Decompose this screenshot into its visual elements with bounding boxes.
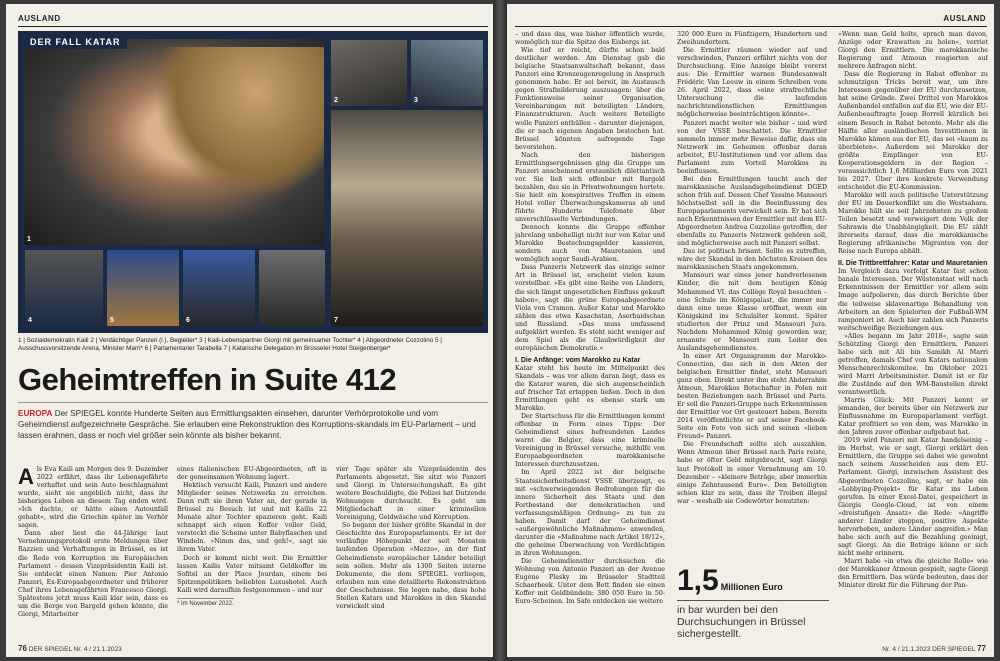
paragraph: Marri habe »in etwa die gleiche Rolle« wie der Marokkaner Atmoun gespielt, sagte Giorgi den Ermittlern. Das würde bedeuten, dass der Minister direkt für die Führung der Pan- xyxy=(838,558,988,590)
paragraph: Hektisch versucht Kaili, Panzeri und andere Mitglieder seines Netzwerks zu erreichen. Dann ruft sie ihren Vater an, der gerade in Brüssel zu Besuch ist und mit Kailis 22 Monate alter Tochter spazieren geht. Kaili schnappt sich einen Koffer voller Geld, versteckt die Scheine unter Babyflaschen und Windeln. »Nimm das, und geh!«, sagt sie ihrem Vater. xyxy=(177,482,327,554)
paragraph: Doch er kommt nicht weit. Die Ermittler lassen Kailis Vater mitsamt Geldkoffer im Sofitel an der Place Jourdan, einem bei Spitzenpolitikern beliebten Luxushotel. Auch Kaili wird daraufhin festgenommen – und nur xyxy=(177,554,327,594)
paragraph: 320 000 Euro in Fünfzigern, Hundertern und Zweihundertern. xyxy=(677,31,827,47)
photo-number: 7 xyxy=(334,317,338,324)
left-page xyxy=(6,4,493,657)
paragraph: »Wenn man Geld holte, sprach man davon, Anzüge oder Krawatten zu holen«, verriet Giorgi den Ermittlern. Die marokkanische Regierung und Atmoun reagierten auf mehrere Anfragen nicht. xyxy=(838,31,988,71)
paragraph: In einer Art Organigramm der Marokko-Connection, das sich in den Akten der belgischen Ermittler findet, steht Mansouri ganz oben. Direkt unter ihm steht Abderrahim Atmoun, Marokkos Botschafter in Polen mit besten Beziehungen nach Brüssel und Paris. Er soll die Panzeri-Gruppe nach Erkenntnissen der Ermittler vor Ort gesteuert haben. Bereits 2014 veröffentlichte er auf seiner Facebook-Seite ein Foto von sich und seinen »lieben Freund« Panzeri. xyxy=(677,352,827,441)
paragraph: »Alles begann im Jahr 2018«, sagte sein Schützling Giorgi den Ermittlern. Panzeri habe sich mit Ali bin Samikh Al Marri getroffen, damals Chef von Katars nationalem Menschenrechtskomitee. Im Oktober 2021 wird Marri Arbeitsminister. Damit ist er für die Zustände auf den WM-Baustellen direkt verantwortlich. xyxy=(838,332,988,397)
paragraph: Marris Glück: Mit Panzeri kennt er jemanden, der bereits über ein Netzwerk zur Einflussnahme im Europaparlament verfügt. Katar profitiert so von dem, was Marokko in den Jahren zuvor offenbar aufgebaut hat. xyxy=(838,397,988,437)
subheading: I. Die Anfänge: vom Marokko zu Katar xyxy=(515,356,641,364)
lead-text: Der SPIEGEL konnte Hunderte Seiten aus Ermittlungsakten einsehen, darunter Verhörprotokolle und vom Geheimdienst aufgezeichnete Gespräche. Sie erlauben eine Rekonstruktion des Korruptions-skandals im EU-Parlament – und lassen erahnen, dass er noch viel größer sein könnte als bisher bekannt. xyxy=(18,409,476,440)
photo-collage xyxy=(18,31,488,333)
section-label: AUSLAND xyxy=(18,14,61,23)
photo-hotel-delegation xyxy=(330,109,484,327)
paragraph: Dennoch konnte die Gruppe offenbar jahrelang unbehelligt nicht nur von Katar und Marokko Bestechungsgelder kassieren, sondern auch von Mauretanien und womöglich sogar Saudi-Arabien. xyxy=(515,224,665,264)
paragraph: Der Startschuss für die Ermittlungen kommt offenbar in Form eines Tipps: Der Geheimdienst eines befreundeten Landes warnt die Belgier, dass eine kriminelle Vereinigung in Brüssel versuche, mithilfe von Europaabgeordneten marokkanische Interessen durchzusetzen. xyxy=(515,413,665,469)
photo-kaili xyxy=(24,39,324,245)
folio-text: DER SPIEGEL Nr. 4 / 21.1.2023 xyxy=(28,646,122,653)
photo-number: 3 xyxy=(414,97,418,104)
paragraph: Wie tief er reicht, dürfte schon bald deutlicher werden. Am Dienstag gab die belgische Staatsanwaltschaft bekannt, dass Panzeri eine Kronzeugenregelung in Anspruch genommen habe. Er sei bereit, im Austausch gegen Strafmilderung auszusagen: über die Funktionsweise seiner Organisation, Vereinbarungen mit beteiligten Ländern, Finanzstrukturen. Auch weitere Beteiligte wolle Panzeri enthüllen – darunter diejenigen, die er nach eigenen Angaben bestochen hat. Brüssel könnten aufregende Tage bevorstehen. xyxy=(515,47,665,151)
paragraph: Im April 2022 ist der belgische Staatssicherheitsdienst VSSE überzeugt, es mit »schwerwiegenden Bedrohungen für die innere Sicherheit des Staats und den Fortbestand der demokratischen und verfassungsmäßigen Ordnung« zu tun zu haben. Damit darf der Geheimdienst »außergewöhnliche Maßnahmen« anwenden, darunter die »Maßnahme nach Artikel 18/12«, die geheime Überwachung von Verdächtigen in ihren Wohnungen. xyxy=(515,469,665,557)
photo-number: 1 xyxy=(27,236,31,243)
page-footer-right xyxy=(882,644,986,653)
photo-number: 4 xyxy=(28,317,32,324)
section-label: AUSLAND xyxy=(943,14,986,23)
paragraph: Nach den bisherigen Ermittlungsergebnissen ging die Gruppe um Panzeri anscheinend erstaunlich dilettantisch vor. Sie ließ sich offenbar mit Bargeld bezahlen, das sie in Privatwohnungen hortete. Sie hielt ein konspiratives Treffen in einem Hotel voller Überwachungskameras ab und führte Hunderte Telefonate über unverschlüsselte Verbindungen. xyxy=(515,151,665,224)
paragraph: Die Geheimdienstler durchsuchen die Wohnung von Antonio Panzeri an der Avenue Eugène Plasky im Brüsseler Stadtteil Schaerbeek. Unter dem Bett finden sie einen Koffer mit Geldbündeln: 380 050 Euro in 50-Euro-Scheinen. Im Safe entdecken sie weitere xyxy=(515,558,665,606)
photo-caption: 1 | Sozialdemokratin Kaili 2 | Verdächtiger Panzeri (l.), Begleiter* 3 | Kaili-Lebenspartner Giorgi mit gemeinsamer Tochter* 4 | Abgeordneter Cozzolino 5 | Ausschussvorsitzende Arena, Minister Marri* 6 | Parlamentarier Tarabella 7 | Katarische Delegation im Brüsseler Hotel Steigenberger* xyxy=(18,337,442,352)
photo-number: 2 xyxy=(334,97,338,104)
paragraph: So begann der bisher größte Skandal in der Geschichte des Europaparlaments. Er ist der vorläufige Höhepunkt der seit Monaten laufenden Operation »Mezzo«, an der fünf Geheimdienste europäischer Länder beteiligt sein sollen. Mehr als 1300 Seiten interne Dokumente, die dem SPIEGEL vorliegen, erlauben nun eine detaillierte Rekonstruktion der Geschehnisse. Sie legen nahe, dass hohe Stellen Katars und Marokkos in den Skandal verwickelt sind xyxy=(336,522,486,610)
photo-panzeri xyxy=(330,39,408,107)
headline: Geheimtreffen in Suite 412 xyxy=(18,362,397,397)
pull-quote xyxy=(677,564,829,640)
paragraph: Dass die Regierung in Rabat offenbar zu schmutzigen Tricks bereit war, um ihre Interessen gegenüber der EU durchzusetzen, hat seine Gründe. Zwei Drittel von Marokkos Außenhandel entfallen auf die EU, wie der EU-Außenbeauftragte Josep Borrell kürzlich bei einem Besuch in Rabat betonte. Mehr als die Hälfte aller ausländischen Investitionen in Marokko kämen aus der EU, das sei »kaum zu überbieten«. Außerdem sei Marokko der größte Empfänger von EU-Kooperationsgeldern in der Region – voraussichtlich 1,6 Milliarden Euro von 2021 bis 2027. Über ihre konkrete Verwendung entscheidet die EU-Kommission. xyxy=(838,71,988,191)
callout-unit: Millionen Euro xyxy=(720,582,783,592)
paragraph: Marokko will auch politische Unterstützung der EU im Dauerkonflikt um die Westsahara. Marokko hält sie seit Jahrzehnten zu großen Teilen besetzt und verweigert dem Volk der Sahrawis die Unabhängigkeit. Die EU zählt ihrerseits darauf, dass die marokkanische Regierung afrikanische Migranten von der Reise nach Europa abhält. xyxy=(838,191,988,256)
top-rule xyxy=(18,26,488,27)
paragraph: Dass Panzeris Netzwerk das einzige seiner Art in Brüssel ist, erscheint vielen kaum vorstellbar. »Es gibt eine Reihe von Ländern, die sich längst ungesetzlichen Einfluss gekauft haben«, sagt die grüne Europaabgeordnete Viola von Cramon. Außer Katar und Marokko zählen das etwa Kasachstan, Aserbaidschan und Russland. »Das muss umfassend aufgeklärt werden. Es steht nicht weniger auf dem Spiel als die Glaubwürdigkeit der europäischen Demokratie.« xyxy=(515,264,665,352)
article-column-3 xyxy=(336,466,486,646)
page-number: 77 xyxy=(977,644,986,653)
paragraph: Im Vergleich dazu verfolgt Katar fast schon banale Interessen. Der Wüstenstaat will nach Erkenntnissen der Ermittler vor allem sein Image aufpolieren, das durch Berichte über die teilweise sklavenartige Behandlung von Arbeitern an den Spielorten der Fußball-WM ramponiert ist. Auch hier zahlen sich Panzeris weitschweifige Beziehungen aus. xyxy=(838,268,988,332)
dropcap: A xyxy=(18,466,34,489)
photo-cozzolino xyxy=(24,249,104,327)
article-column-6 xyxy=(838,31,988,643)
paragraph: Panzeri macht weiter wie bisher – und wird von der VSSE beschattet. Die Ermittler sammeln immer mehr Beweise dafür, dass ein Netzwerk im Geheimen offenbar daran arbeitet, EU-Institutionen und vor allem das Parlament zum Vorteil Marokkos zu beeinflussen. xyxy=(677,119,827,175)
photo-number: 5 xyxy=(110,317,114,324)
lead-kicker: EUROPA xyxy=(18,409,53,418)
paragraph: Dann aber liest die 44-Jährige laut Vernehmungsprotokoll erste Meldungen über Razzien und Verhaftungen in Brüssel, es ist die Rede von Korruption im Europäischen Parlament – dessen Vizepräsidentin Kaili ist. Sie entdeckt einen Namen: Pier Antonio Panzeri, Ex-Europaabgeordneter und früherer Chef ihres Lebensgefährten Francesco Giorgi. Spätestens jetzt muss Kaili klar sein, dass es um die Berge von Bargeld gehen könnte, die Giorgi, Mitarbeiter xyxy=(18,530,168,618)
folio-text: Nr. 4 / 21.1.2023 DER SPIEGEL xyxy=(882,646,976,653)
lead-paragraph xyxy=(18,408,488,441)
paragraph: Die Ermittler räumen wieder auf und verschwinden, Panzeri erfährt nichts von der Durchsuchung. Eine Anzeige bleibt vorerst aus: Die Ermittler warnen Bundesanwalt Frédéric Van Leeuw in einem Schreiben vom 26. April 2022, dass »eine strafrechtliche Untersuchung die laufenden nachrichtendienstlichen Ermittlungen möglicherweise beeinträchtigen könnte«. xyxy=(677,47,827,119)
gutter xyxy=(493,0,507,661)
photo-extra xyxy=(258,249,326,327)
headline-rule xyxy=(18,402,488,403)
paragraph: Katar steht bis heute im Mittelpunkt des Skandals – was vor allem daran liegt, dass es die Katarer waren, die sich augenscheinlich auf frischer Tat ertappen ließen. Doch in den Ermittlungen geht es ebenso stark um Marokko. xyxy=(515,364,665,413)
photo-arena-marri xyxy=(106,249,180,327)
paragraph: vier Tage später als Vizepräsidentin des Parlaments abgesetzt. Sie sitzt wie Panzeri und Giorgi in Untersuchungshaft. Es gibt weitere Beschuldigte, die Polizei hat Dutzende Wohnungen durchsucht. Es geht um Mitgliedschaft in einer kriminellen Vereinigung, Geldwäsche und Korruption. xyxy=(336,466,486,522)
photo-number: 6 xyxy=(186,317,190,324)
article-column-2 xyxy=(177,466,327,646)
article-column-5 xyxy=(677,31,827,559)
right-page xyxy=(507,4,994,657)
paragraph: Die Freundschaft sollte sich auszahlen. Wenn Atmoun über Brüssel nach Paris reiste, habe er öfter Geld mitgebracht, sagt Giorgi laut Protokoll in einer Vernehmung am 10. Dezember – »kleinere Beträge, aber immerhin einige Zehntausend Euro«. Den Beteiligten schien klar zu sein, dass ihr Treiben illegal war – weshalb sie Codewörter benutzten: xyxy=(677,441,827,505)
paragraph: Bei den Ermittlungen taucht auch der marokkanische Auslandsgeheimdienst DGED schon früh auf. Dessen Chef Yassine Mansouri höchstselbst soll in die Beeinflussung des Europaparlaments verwickelt sein. Er hat sich nach Erkenntnissen der Ermittler mit dem EU-Abgeordneten Andrea Cozzolino getroffen, der ebenfalls zu Panzeris Netzwerk gehören soll, und möglicherweise auch mit Panzeri selbst. xyxy=(677,175,827,248)
callout-number: 1,5 xyxy=(677,564,719,597)
callout-text: in bar wurden bei den Durchsuchungen in Brüssel sichergestellt. xyxy=(677,600,829,640)
footnote: * Im November 2022. xyxy=(177,598,234,607)
paragraph: Mansouri war eines jener handverlesenen Kinder, die mit dem heutigen König Mohammed VI. das Collège Royal besuchten – eine Schule im Königspalast, die immer nur dann eine neue Klasse eröffnet, wenn ein Königskind ins Schulalter kommt. Später studierten der Prinz und Mansouri Jura. Nachdem Mohammed König geworden war, ernannte er Mansouri zum Leiter des Auslandsgeheimdienstes. xyxy=(677,272,827,352)
paragraph: Das ist politisch brisant. Sollte es zutreffen, wäre der Skandal in den höchsten Kreisen des marokkanischen Staats angekommen. xyxy=(677,248,827,272)
paragraph: – und dass das, was bisher öffentlich wurde, womöglich nur die Spitze des Eisbergs ist. xyxy=(515,31,665,47)
page-number: 76 xyxy=(18,644,27,653)
photo-tarabella xyxy=(182,249,256,327)
top-rule xyxy=(515,26,987,27)
photo-label: DER FALL KATAR xyxy=(24,35,127,49)
paragraph: ls Eva Kaili am Morgen des 9. Dezember 2022 erfährt, dass ihr Lebensgefährte verhaftet und sein Auto beschlagnahmt wurde, sieht sie angeblich nicht, dass ihr bisheriges Leben an diesem Tag enden wird. »Ich dachte, er hätte einen Autounfall gehabt«, wird die Griechin später im Verhör sagen. xyxy=(18,466,168,530)
subheading: II. Die Trittbrettfahrer: Katar und Mauretanien xyxy=(838,260,988,268)
photo-detail xyxy=(154,47,324,197)
photo-giorgi xyxy=(410,39,484,107)
article-column-4 xyxy=(515,31,665,643)
paragraph: 2019 wird Panzeri mit Katar handelseinig – im Herbst, wie er sagt, Giorgi erklärt den Ermittlern, die Gruppe sei dabei wie gewohnt nach seinem Ausscheiden aus dem EU-Parlament. Giorgi, inzwischen Assistent des Abgeordneten Cozzolino, sagt, er habe ein »Lobbying-Projekt« für Katar ins Leben gerufen. In einer Excel-Datei, gespeichert in Giorgis Google-Cloud, ist von einem »dreistufigen Ansatz« die Rede: »Angriffe anderer Länder stoppen, positive Aspekte hervorheben, andere Länder angreifen.« Man habe sich auch auf die Bezahlung geeinigt, sagt Giorgi. An die Beträge könne er sich nicht mehr erinnern. xyxy=(838,437,988,557)
paragraph: eines italienischen EU-Abgeordneten, oft in der gemeinsamen Wohnung lagert. xyxy=(177,466,327,482)
page-footer-left xyxy=(18,644,122,653)
article-column-1 xyxy=(18,466,168,646)
